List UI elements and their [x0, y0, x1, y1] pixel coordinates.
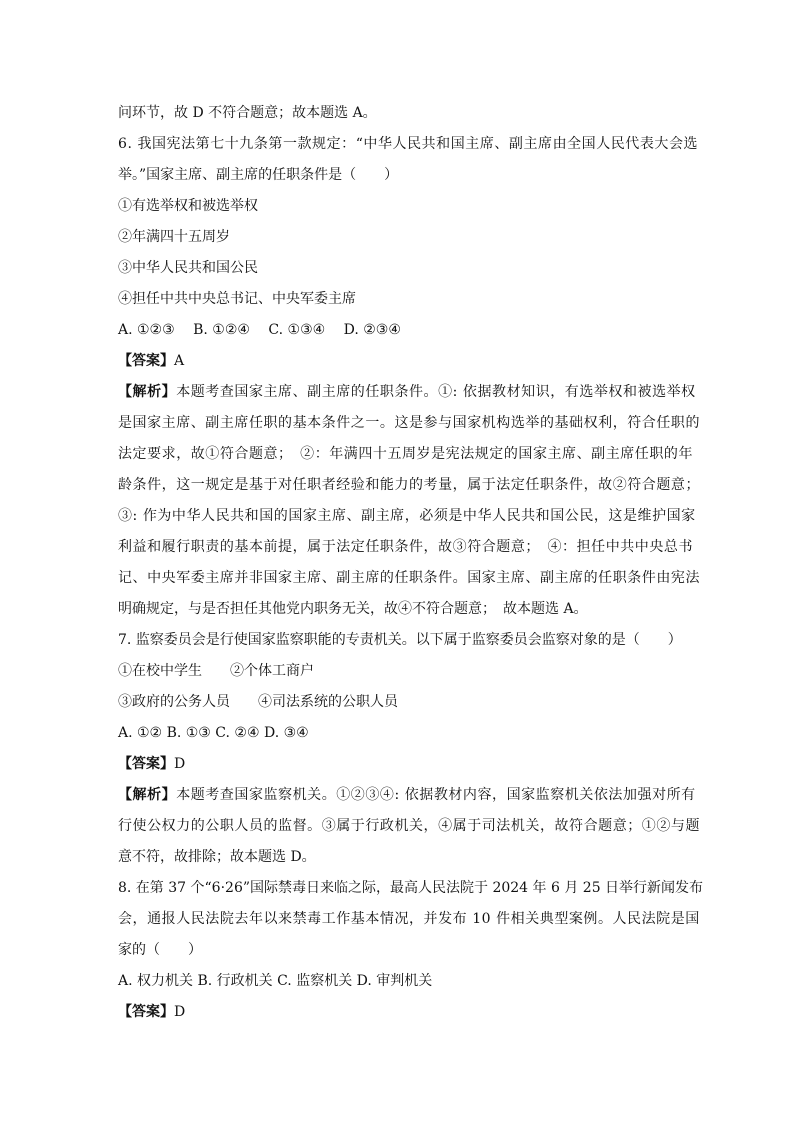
question-7-items-2: ③政府的公务人员 ④司法系统的公职人员: [118, 694, 398, 710]
question-6-stem-line-1: 6. 我国宪法第七十九条第一款规定：“中华人民共和国主席、副主席由全国人民代表大会选: [118, 136, 699, 152]
question-6-analysis-line-6: 利益和履行职责的基本前提，属于法定任职条件，故③符合题意； ④：担任中共中央总书: [118, 539, 693, 555]
prev-answer-tail: 问环节，故 D 不符合题意；故本题选 A。: [118, 105, 377, 121]
question-8-stem-line-2: 会，通报人民法院去年以来禁毒工作基本情况，并发布 10 件相关典型案例。人民法院是国: [118, 911, 700, 927]
analysis-text: 本题考查国家监察机关。①②③④: 依据教材内容，国家监察机关依法加强对所有: [176, 787, 696, 803]
question-6-answer: [118, 351, 184, 371]
question-6-item-2: ②年满四十五周岁: [118, 229, 230, 245]
answer-label: 【答案】: [118, 756, 174, 772]
question-7-analysis-line-1: [118, 785, 696, 805]
answer-label: 【答案】: [118, 353, 174, 369]
answer-label: 【答案】: [118, 1004, 174, 1020]
question-7-analysis-line-3: 意不符，故排除；故本题选 D。: [118, 849, 316, 865]
question-6-item-4: ④担任中共中央总书记、中央军委主席: [118, 291, 356, 307]
answer-value: D: [174, 1004, 186, 1020]
question-6-analysis-line-2: 是国家主席、副主席任职的基本条件之一。这是参与国家机构选举的基础权利，符合任职的: [118, 415, 700, 431]
question-6-analysis-line-1: [118, 382, 696, 402]
answer-value: D: [174, 756, 186, 772]
question-6-analysis-line-5: ③: 作为中华人民共和国的国家主席、副主席，必须是中华人民共和国公民，这是维护国家: [118, 508, 696, 524]
question-6-options: A. ①②③ B. ①②④ C. ①③④ D. ②③④: [118, 322, 401, 338]
analysis-label: 【解析】: [118, 787, 177, 803]
answer-value: A: [174, 353, 185, 369]
question-7-answer: [118, 754, 185, 774]
question-8-options: A. 权力机关 B. 行政机关 C. 监察机关 D. 审判机关: [118, 973, 433, 989]
question-8-answer: [118, 1002, 185, 1022]
question-7-stem: 7. 监察委员会是行使国家监察职能的专责机关。以下属于监察委员会监察对象的是（ ）: [118, 632, 682, 648]
question-7-analysis-line-2: 行使公权力的公职人员的监督。③属于行政机关，④属于司法机关，故符合题意；①②与题: [118, 818, 700, 834]
question-6-analysis-line-3: 法定要求，故①符合题意； ②：年满四十五周岁是宪法规定的国家主席、副主席任职的年: [118, 446, 693, 462]
question-8-stem-line-3: 家的（ ）: [118, 942, 202, 958]
question-6-stem-line-2: 举。”国家主席、副主席的任职条件是（ ）: [118, 167, 399, 183]
question-6-item-1: ①有选举权和被选举权: [118, 198, 258, 214]
question-6-analysis-line-7: 记、中央军委主席并非国家主席、副主席的任职条件。国家主席、副主席的任职条件由宪法: [118, 570, 700, 586]
question-7-items-1: ①在校中学生 ②个体工商户: [118, 663, 314, 679]
analysis-label: 【解析】: [118, 384, 177, 400]
question-6-analysis-line-4: 龄条件，这一规定是基于对任职者经验和能力的考量，属于法定任职条件，故②符合题意；: [118, 477, 700, 493]
question-7-options: A. ①② B. ①③ C. ②④ D. ③④: [118, 725, 309, 741]
analysis-text: 本题考查国家主席、副主席的任职条件。①: 依据教材知识，有选举权和被选举权: [176, 384, 696, 400]
question-6-analysis-line-8: 明确规定，与是否担任其他党内职务无关，故④不符合题意； 故本题选 A。: [118, 601, 588, 617]
question-8-stem-line-1: 8. 在第 37 个“6·26”国际禁毒日来临之际，最高人民法院于 2024 年 6 月 25 日举行新闻发布: [118, 880, 704, 896]
question-6-item-3: ③中华人民共和国公民: [118, 260, 258, 276]
